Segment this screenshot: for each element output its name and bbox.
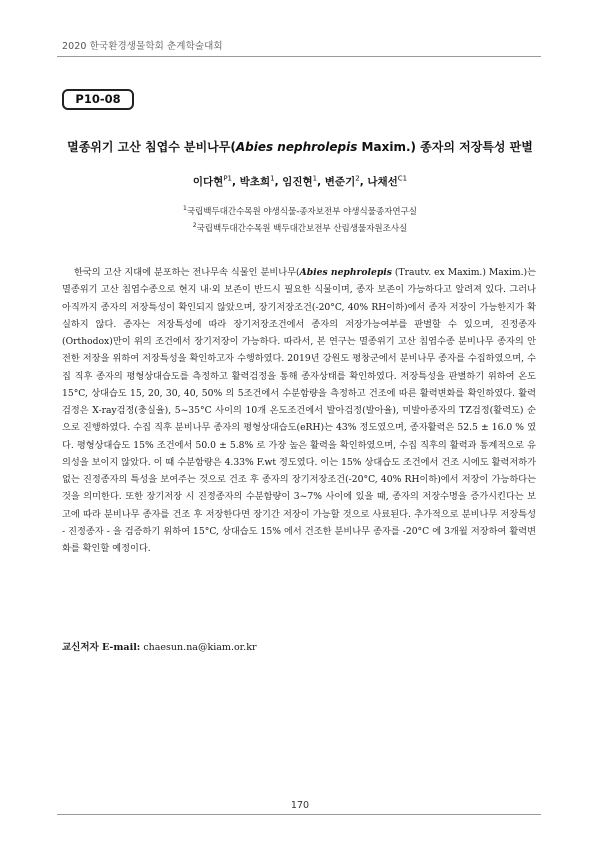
author-name: 이다현: [192, 176, 224, 188]
corresponding-author: [62, 639, 257, 653]
abstract-part-1: 한국의 고산 지대에 분포하는 전나무속 식물인 분비나무(: [74, 267, 300, 278]
author-name: 변준기: [324, 176, 356, 188]
author-separator: ,: [274, 176, 283, 188]
author-name: 임진현: [282, 176, 313, 188]
affiliation-mark: 1: [183, 205, 187, 213]
author-separator: ,: [359, 176, 368, 188]
author-affiliation-mark: 1: [312, 174, 318, 183]
paper-title: [0, 138, 600, 155]
abstract-part-2: (Trautv. ex Maxim.) Maxim.)는 멸종위기 고산 침엽수종으로 현지 내·외 보존이 반드시 필요한 식물이며, 종자 보존이 가능하다고 알려져 있다. 그러나 아직까지 종자의 저장특성이 확인되지 않았으며, 장기저장조건(-20°C, 40% RH이하)에서 종자 저장이 가능한지가 확실하지 않다. 종자는 저장특성에 따라 장기저장조건에서 종자의 저장가능여부를 판별할 수 있으며, 진정종자(Orthodox)만이 위의 조건에서 장기저장이 가능하다. 따라서, 본 연구는 멸종위기 고산 침엽수종 분비나무 종자의 안전한 저장을 위하여 저장특성을 확인하고자 수행하였다. 2019년 강원도 평창군에서 분비나무 종자를 수집하였으며, 수집 직후 종자의 평형상대습도를 측정하고 활력검정을 통해 종자상태를 확인하였다. 저장특성을 판별하기 위하여 온도 15°C, 상대습도 15, 20, 30, 40, 50% 의 5조건에서 수분함량을 측정하고 건조에 따른 활력변화를 확인하였다. 활력검정은 X-ray검정(충실율), 5~35°C 사이의 10개 온도조건에서 발아검정(발아율), 미발아종자의 TZ검정(활력도) 순으로 진행하였다. 수집 직후 분비나무 종자의 평형상대습도(eRH)는 43% 정도였으며, 종자활력은 52.5 ± 16.0 % 였다. 평형상대습도 15% 조건에서 50.0 ± 5.8% 로 가장 높은 활력을 확인하였으며, 수집 직후의 활력과 통계적으로 유의성을 보이지 않았다. 이 때 수분함량은 4.33% F.wt 정도였다. 이는 15% 상대습도 조건에서 건조 시에도 활력저하가 없는 진정종자의 특성을 보여주는 것으로 건조 후 종자의 장기저장조건(-20°C, 40% RH이하)에서 저장이 가능하다는 것을 의미한다. 또한 장기저장 시 진정종자의 수분함량이 3~7% 사이에 있을 때, 종자의 저장수명을 증가시킨다는 보고에 따라 분비나무 종자를 건조 후 저장한다면 장기간 저장이 가능할 것으로 사료된다. 추가적으로 분비나무 저장특성 - 진정종자 - 을 검증하기 위하여 15°C, 상대습도 15% 에서 건조한 분비나무 종자를 -20°C 에 3개월 저장하여 활력변화를 확인할 예정이다.: [62, 267, 536, 554]
author-affiliation-mark: P1: [223, 174, 232, 183]
author-list: [0, 174, 600, 189]
author-separator: ,: [232, 176, 240, 188]
title-species: Abies nephrolepis: [235, 140, 358, 154]
footer-divider: [57, 814, 541, 815]
affiliation-2: [0, 222, 600, 234]
affiliation-text: 국립백두대간수목원 백두대간보전부 산림생물자원조사실: [196, 224, 408, 234]
affiliation-text: 국립백두대간수목원 야생식물-종자보전부 야생식물종자연구실: [186, 207, 417, 217]
abstract-body: [62, 264, 536, 557]
abstract-species: Abies nephrolepis: [299, 267, 392, 278]
title-prefix: 멸종위기 고산 침엽수 분비나무(: [67, 140, 236, 154]
affiliation-1: [0, 205, 600, 217]
title-suffix: Maxim.) 종자의 저장특성 판별: [357, 140, 533, 154]
poster-code-badge: P10-08: [62, 89, 134, 110]
author-name: 박초희: [239, 176, 271, 188]
conference-header: 2020 한국환경생물학회 춘계학술대회: [62, 41, 223, 52]
page-number: 170: [290, 800, 310, 811]
author-affiliation-mark: 2: [355, 174, 360, 183]
contact-email: chaesun.na@kiam.or.kr: [140, 642, 257, 653]
contact-label: 교신저자 E-mail:: [62, 642, 141, 653]
author-affiliation-mark: C1: [397, 174, 408, 183]
author-name: 나채선: [367, 176, 398, 188]
abstract-paragraph: [62, 264, 536, 557]
author-affiliation-mark: 1: [270, 174, 275, 183]
header-divider: [57, 56, 541, 57]
author-separator: ,: [317, 176, 325, 188]
affiliation-mark: 2: [192, 222, 197, 230]
